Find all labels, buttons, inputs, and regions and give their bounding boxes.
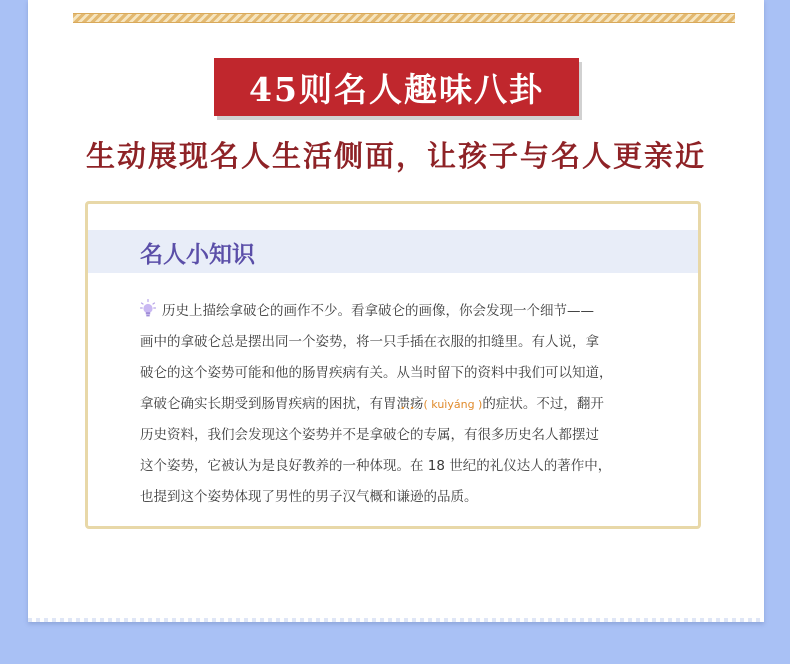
page-bottom-edge bbox=[28, 618, 764, 622]
text-line-7: 也提到这个姿势体现了男性的男子汉气概和谦逊的品质。 bbox=[140, 489, 478, 505]
card-title: 名人小知识 bbox=[140, 241, 255, 268]
text-line-5: 历史资料，我们会发现这个姿势并不是拿破仑的专属，有很多历史名人都摆过 bbox=[140, 427, 599, 443]
title-banner bbox=[214, 58, 579, 116]
text-line bbox=[140, 389, 670, 420]
card-body bbox=[140, 296, 670, 513]
annotated-word: 溃疡 • • bbox=[397, 396, 424, 412]
subtitle: 生动展现名人生活侧面，让孩子与名人更亲近 bbox=[85, 139, 706, 173]
banner-title: 45则名人趣味八卦 bbox=[249, 69, 544, 109]
card-header bbox=[88, 230, 698, 273]
text-line-3: 破仑的这个姿势可能和他的肠胃疾病有关。从当时留下的资料中我们可以知道， bbox=[140, 365, 613, 381]
text-line bbox=[140, 296, 670, 327]
pinyin-annotation: ( kuìyáng ) bbox=[423, 398, 483, 411]
text-line-4a: 拿破仑确实长期受到肠胃疾病的困扰，有胃 bbox=[140, 396, 397, 412]
text-line-4b: 的症状。不过，翻开 bbox=[482, 396, 604, 412]
text-line-6: 这个姿势，它被认为是良好教养的一种体现。在 18 世纪的礼仪达人的著作中， bbox=[140, 458, 612, 474]
text-line-2: 画中的拿破仑总是摆出同一个姿势，将一只手插在衣服的扣缝里。有人说，拿 bbox=[140, 334, 599, 350]
decorative-ribbon bbox=[73, 13, 735, 23]
text-line-1: 历史上描绘拿破仑的画作不少。看拿破仑的画像，你会发现一个细节—— bbox=[162, 303, 594, 319]
lightbulb-icon bbox=[140, 299, 156, 319]
page-panel bbox=[28, 0, 764, 622]
knowledge-card bbox=[85, 201, 701, 529]
